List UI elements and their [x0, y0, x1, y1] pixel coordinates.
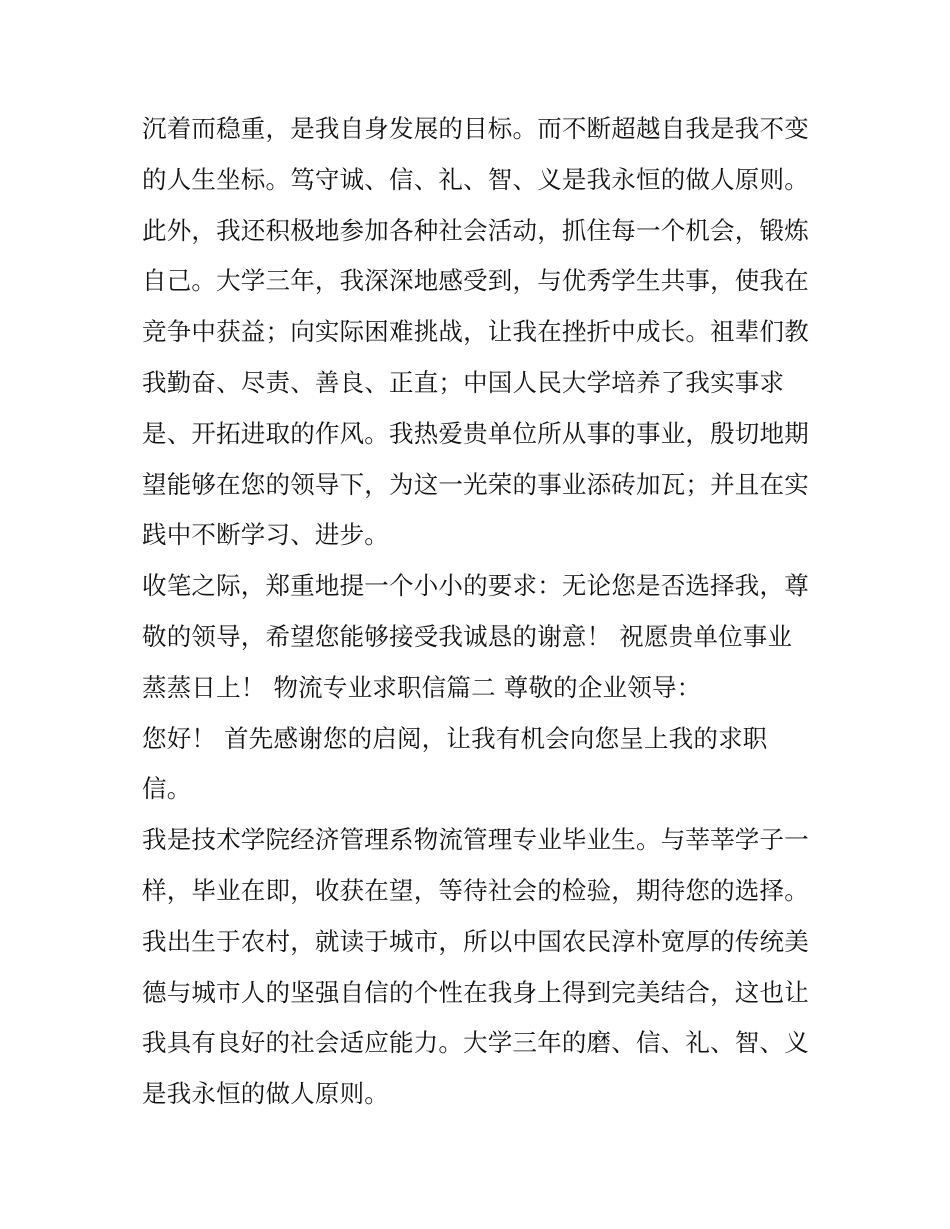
text-line: 您好！ 首先感谢您的启阅，让我有机会向您呈上我的求职 [142, 723, 768, 753]
text-line: 是、开拓进取的作风。我热爱贵单位所从事的事业，殷切地期 [142, 418, 809, 448]
document-body [142, 104, 822, 1120]
text-line: 我出生于农村，就读于城市，所以中国农民淳朴宽厚的传统美 [142, 926, 809, 956]
text-line: 我具有良好的社会适应能力。大学三年的磨、信、礼、智、义 [142, 1028, 809, 1058]
text-line: 收笔之际，郑重地提一个小小的要求：无论您是否选择我，尊 [142, 571, 809, 601]
text-line: 德与城市人的坚强自信的个性在我身上得到完美结合，这也让 [142, 977, 809, 1007]
text-line: 的人生坐标。笃守诚、信、礼、智、义是我永恒的做人原则。 [142, 164, 809, 194]
text-line: 我勤奋、尽责、善良、正直；中国人民大学培养了我实事求 [142, 367, 785, 397]
text-line: 样，毕业在即，收获在望，等待社会的检验，期待您的选择。 [142, 875, 809, 905]
text-line: 是我永恒的做人原则。 [142, 1079, 389, 1109]
text-line: 践中不断学习、进步。 [142, 520, 389, 550]
text-line: 我是技术学院经济管理系物流管理专业毕业生。与莘莘学子一 [142, 825, 809, 855]
text-line: 蒸蒸日上！ 物流专业求职信篇二 尊敬的企业领导： [142, 672, 702, 702]
text-line: 此外，我还积极地参加各种社会活动，抓住每一个机会，锻炼 [142, 215, 809, 245]
text-line: 敬的领导，希望您能够接受我诚恳的谢意！ 祝愿贵单位事业 [142, 621, 793, 651]
text-line: 自己。大学三年，我深深地感受到，与优秀学生共事，使我在 [142, 266, 809, 296]
text-line: 信。 [142, 774, 192, 804]
text-line: 沉着而稳重，是我自身发展的目标。而不断超越自我是我不变 [142, 114, 809, 143]
text-line: 竞争中获益；向实际困难挑战，让我在挫折中成长。祖辈们教 [142, 317, 809, 347]
text-line: 望能够在您的领导下，为这一光荣的事业添砖加瓦；并且在实 [142, 469, 809, 499]
